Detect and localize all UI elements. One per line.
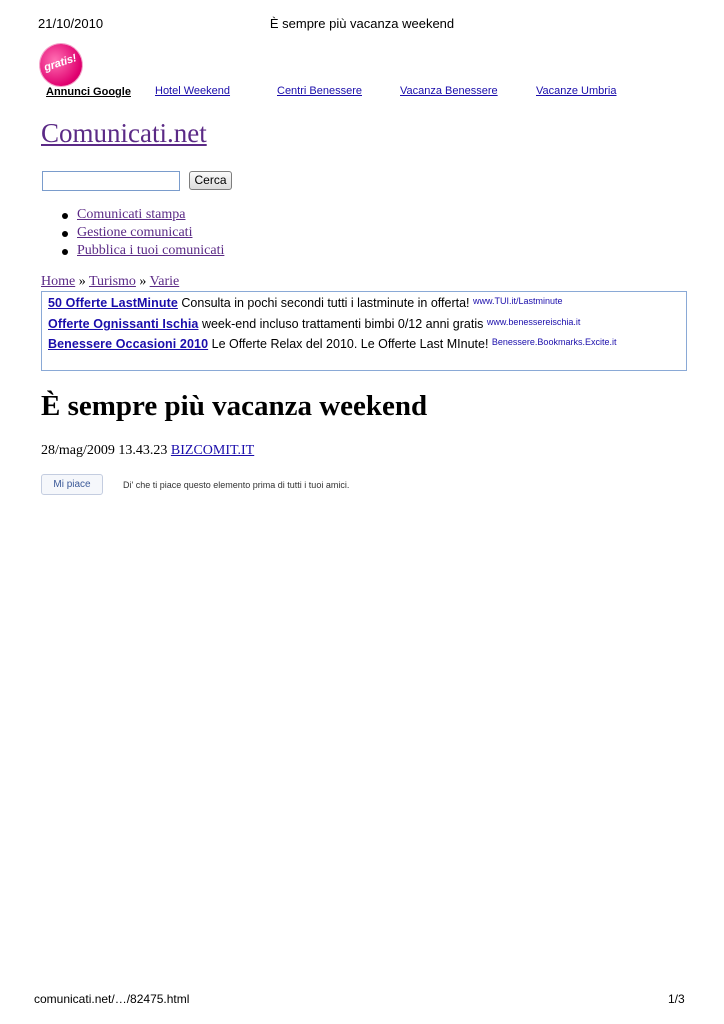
- sponsored-ad[interactable]: [48, 317, 580, 331]
- gratis-badge[interactable]: [35, 39, 88, 92]
- breadcrumb-separator: »: [139, 274, 147, 289]
- article-author-link[interactable]: BIZCOMIT.IT: [170, 443, 255, 458]
- sponsored-ad-title[interactable]: Benessere Occasioni 2010: [48, 337, 209, 351]
- nav-link-gestione-comunicati[interactable]: Gestione comunicati: [77, 225, 193, 240]
- sponsored-ad-text: Le Offerte Relax del 2010. Le Offerte Last MInute!: [211, 337, 489, 351]
- sponsored-ad-title[interactable]: Offerte Ognissanti Ischia: [48, 317, 199, 331]
- breadcrumb-separator: »: [78, 274, 86, 289]
- ad-link-vacanze-umbria[interactable]: Vacanze Umbria: [536, 85, 617, 97]
- breadcrumb: [41, 274, 179, 290]
- nav-link-comunicati-stampa[interactable]: Comunicati stampa: [77, 207, 186, 222]
- sponsored-ad-text: Consulta in pochi secondi tutti i lastminute in offerta!: [181, 296, 470, 310]
- print-title: È sempre più vacanza weekend: [269, 16, 455, 31]
- badge-text: gratis!: [42, 52, 79, 74]
- article-meta: [41, 443, 254, 459]
- breadcrumb-home[interactable]: Home: [41, 274, 76, 289]
- sponsored-ad-title[interactable]: 50 Offerte LastMinute: [48, 296, 178, 310]
- print-date: 21/10/2010: [38, 16, 104, 31]
- search-input[interactable]: [42, 171, 180, 191]
- nav-link-pubblica[interactable]: Pubblica i tuoi comunicati: [77, 243, 225, 258]
- nav-menu: [60, 206, 224, 260]
- article-headline: È sempre più vacanza weekend: [41, 390, 428, 422]
- nav-item: [60, 206, 224, 224]
- sponsored-ad-url[interactable]: Benessere.Bookmarks.Excite.it: [491, 337, 617, 347]
- sponsored-ad-url[interactable]: www.benessereischia.it: [486, 317, 581, 327]
- article-date: 28/mag/2009 13.43.23: [41, 443, 168, 458]
- like-prompt-text: Di' che ti piace questo elemento prima di tutti i tuoi amici.: [123, 480, 350, 490]
- breadcrumb-varie[interactable]: Varie: [149, 274, 180, 289]
- footer-page-number: 1/3: [668, 992, 685, 1006]
- breadcrumb-turismo[interactable]: Turismo: [88, 274, 136, 289]
- search-button[interactable]: Cerca: [189, 171, 232, 190]
- sponsored-ads-box: [41, 291, 687, 371]
- sponsored-ad-text: week-end incluso trattamenti bimbi 0/12 anni gratis: [201, 317, 484, 331]
- nav-item: [60, 242, 224, 260]
- ad-link-vacanza-benessere[interactable]: Vacanza Benessere: [400, 85, 498, 97]
- ads-label[interactable]: Annunci Google: [46, 86, 131, 98]
- sponsored-ad-url[interactable]: www.TUI.it/Lastminute: [473, 296, 563, 306]
- footer-url: comunicati.net/…/82475.html: [34, 992, 190, 1006]
- ad-link-centri-benessere[interactable]: Centri Benessere: [277, 85, 362, 97]
- ad-link-hotel-weekend[interactable]: Hotel Weekend: [155, 85, 231, 97]
- sponsored-ad[interactable]: [48, 337, 616, 351]
- site-title[interactable]: Comunicati.net: [41, 118, 207, 148]
- nav-item: [60, 224, 224, 242]
- sponsored-ad[interactable]: [48, 296, 563, 310]
- like-button[interactable]: Mi piace: [41, 474, 103, 495]
